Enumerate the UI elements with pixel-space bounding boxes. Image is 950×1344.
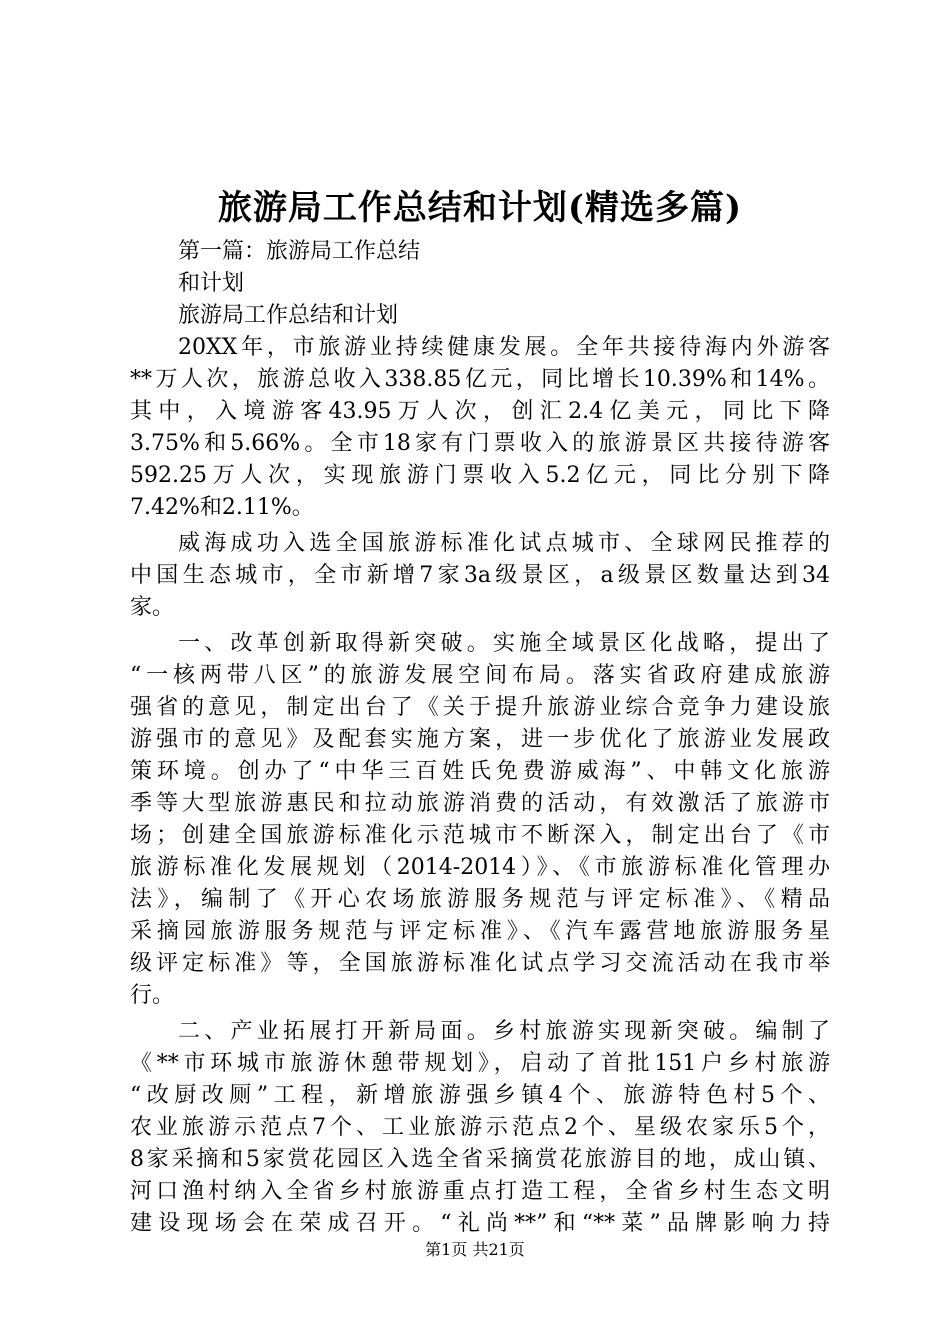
- paragraph-line: 强省的意见，制定出台了《关于提升旅游业综合竞争力建设旅: [130, 695, 830, 720]
- paragraph-line: 592.25万人次，实现旅游门票收入5.2亿元，同比分别下降: [130, 463, 830, 488]
- paragraph-line: 7.42%和2.11%。: [130, 495, 314, 520]
- paragraph-line: 法》，编制了《开心农场旅游服务规范与评定标准》、《精品: [130, 887, 830, 912]
- paragraph-line: “一核两带八区”的旅游发展空间布局。落实省政府建成旅游: [130, 663, 830, 688]
- paragraph-line: 级评定标准》等，全国旅游标准化试点学习交流活动在我市举: [130, 951, 830, 976]
- paragraph-line: 一、改革创新取得新突破。实施全域景区化战略，提出了: [178, 631, 830, 656]
- paragraph-line: 8家采摘和5家赏花园区入选全省采摘赏花旅游目的地，成山镇、: [130, 1147, 830, 1172]
- paragraph-line: 游强市的意见》及配套实施方案，进一步优化了旅游业发展政: [130, 727, 830, 752]
- subheading-line: 和计划: [178, 271, 245, 296]
- subheading-block: [130, 236, 830, 332]
- paragraph-line: 二、产业拓展打开新局面。乡村旅游实现新突破。编制了: [178, 1019, 830, 1044]
- document-body: [130, 236, 830, 1244]
- paragraph-line: 季等大型旅游惠民和拉动旅游消费的活动，有效激活了旅游市: [130, 791, 830, 816]
- subheading-line: 第一篇：旅游局工作总结: [178, 239, 421, 264]
- paragraph-3: [130, 628, 830, 1012]
- paragraph-line: 其中，入境游客43.95万人次，创汇2.4亿美元，同比下降: [130, 399, 830, 424]
- paragraph-line: **万人次，旅游总收入338.85亿元，同比增长10.39%和14%。: [130, 367, 830, 392]
- paragraph-line: 中国生态城市，全市新增7家3a级景区，a级景区数量达到34: [130, 563, 830, 588]
- paragraph-line: 3.75%和5.66%。全市18家有门票收入的旅游景区共接待游客: [130, 431, 830, 456]
- paragraph-line: “改厨改厕”工程，新增旅游强乡镇4个、旅游特色村5个、: [130, 1083, 830, 1108]
- paragraph-line: 行。: [130, 983, 175, 1008]
- paragraph-line: 采摘园旅游服务规范与评定标准》、《汽车露营地旅游服务星: [130, 919, 830, 944]
- paragraph-line: 建设现场会在荣成召开。“礼尚**”和“**菜”品牌影响力持: [130, 1211, 830, 1236]
- paragraph-line: 河口渔村纳入全省乡村旅游重点打造工程，全省乡村生态文明: [130, 1179, 830, 1204]
- paragraph-2: [130, 528, 830, 624]
- paragraph-line: 威海成功入选全国旅游标准化试点城市、全球网民推荐的: [178, 531, 830, 556]
- subheading-line: 旅游局工作总结和计划: [178, 303, 399, 328]
- paragraph-line: 旅游标准化发展规划（2014-2014）》、《市旅游标准化管理办: [130, 855, 830, 880]
- page-footer: 第1页 共21页: [425, 1240, 525, 1259]
- paragraph-line: 策环境。创办了“中华三百姓氏免费游威海”、中韩文化旅游: [130, 759, 830, 784]
- paragraph-line: 《**市环城市旅游休憩带规划》，启动了首批151户乡村旅游: [130, 1051, 830, 1076]
- paragraph-1: [130, 332, 830, 524]
- paragraph-line: 场；创建全国旅游标准化示范城市不断深入，制定出台了《市: [130, 823, 830, 848]
- document-title: 旅游局工作总结和计划(精选多篇): [217, 188, 743, 228]
- paragraph-line: 20XX年，市旅游业持续健康发展。全年共接待海内外游客: [178, 335, 830, 360]
- paragraph-4: [130, 1016, 830, 1240]
- paragraph-line: 农业旅游示范点7个、工业旅游示范点2个、星级农家乐5个，: [130, 1115, 830, 1140]
- paragraph-line: 家。: [130, 595, 175, 620]
